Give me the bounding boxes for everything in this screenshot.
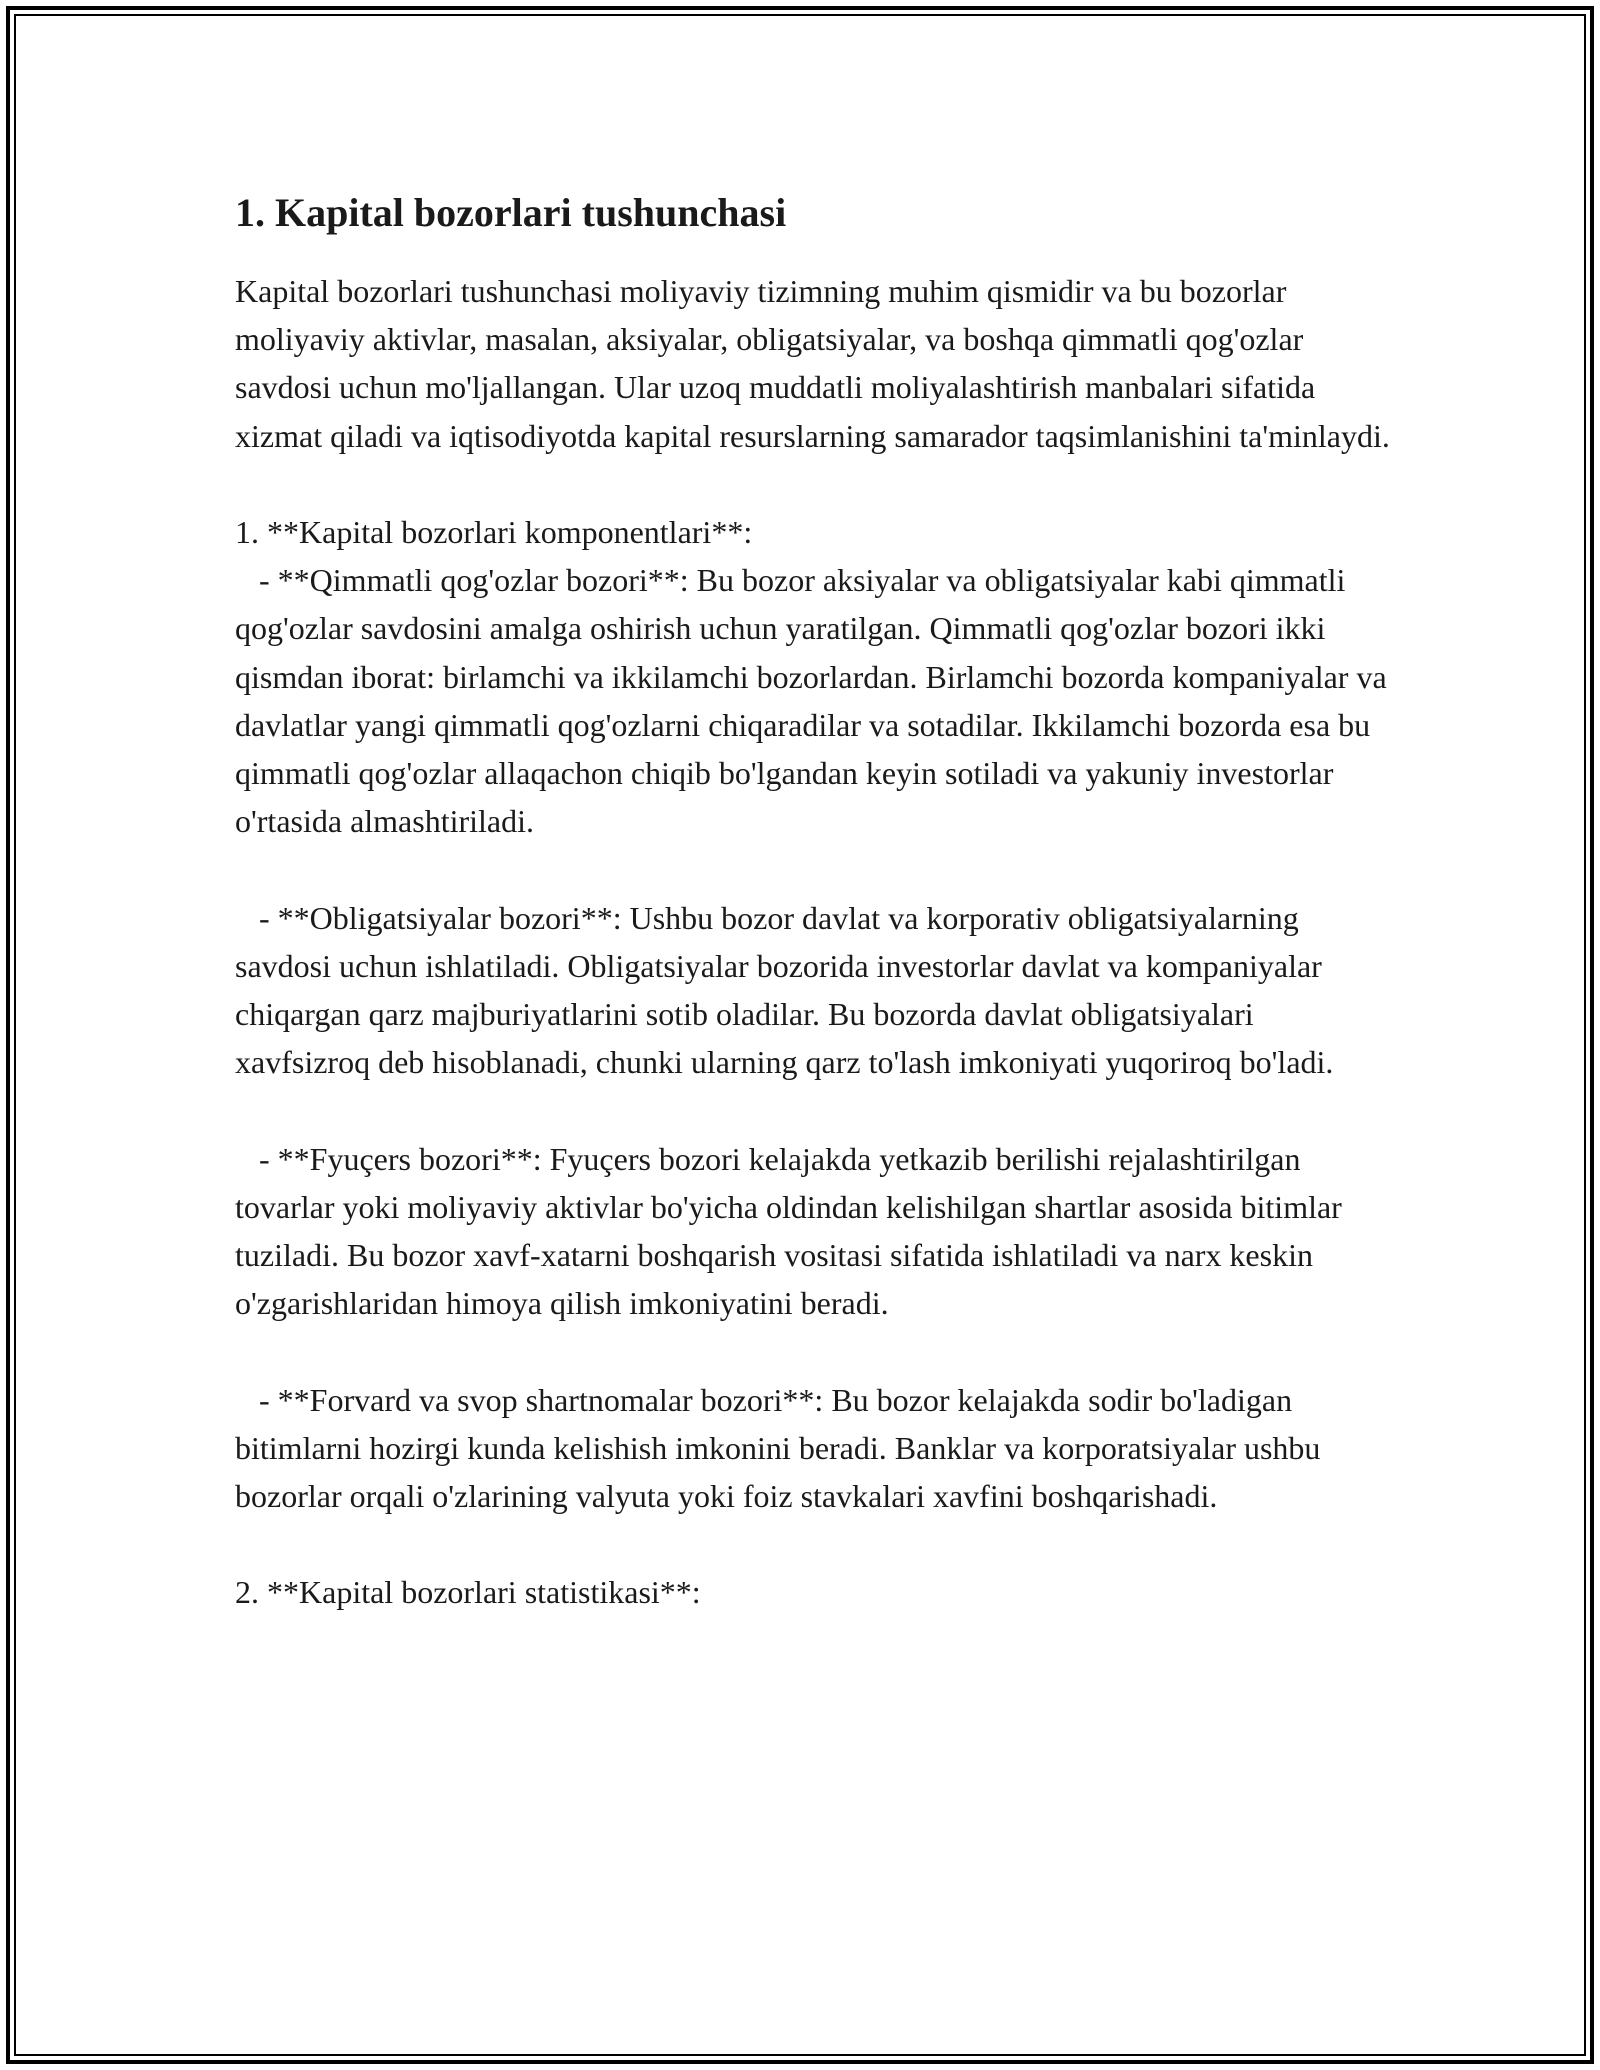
futures-market-paragraph: - **Fyuçers bozori**: Fyuçers bozori kelajakda yetkazib berilishi rejalashtirilgan tovarlar yoki moliyaviy aktivlar bo'yicha oldindan kelishilgan shartlar asosida bitimlar tuziladi. Bu bozor xavf-xatarni boshqarish vositasi sifatida ishlatiladi va narx keskin o'zgarishlaridan himoya qilish imkoniyatini beradi. (235, 1140, 1350, 1322)
intro-paragraph: Kapital bozorlari tushunchasi moliyaviy tizimning muhim qismidir va bu bozorlar moliyaviy aktivlar, masalan, aksiyalar, obligatsiyalar, va boshqa qimmatli qog'ozlar savdosi uchun mo'ljallangan. Ular uzoq muddatli moliyalashtirish manbalari sifatida xizmat qiladi va iqtisodiyotda kapital resurslarning samarador taqsimlanishini ta'minlaydi. (235, 273, 1390, 454)
document-body (235, 185, 1395, 1617)
components-paragraph: 1. **Kapital bozorlari komponentlari**: - **Qimmatli qog'ozlar bozori**: Bu bozor aksiyalar va obligatsiyalar kabi qimmatli qog'ozlar savdosini amalga oshirish uchun yaratilgan. Qimmatli qog'ozlar bozori ikki qismdan iborat: birlamchi va ikkilamchi bozorlardan. Birlamchi bozorda kompaniyalar va davlatlar yangi qimmatli qog'ozlarni chiqaradilar va sotadilar. Ikkilamchi bozorda esa bu qimmatli qog'ozlar allaqachon chiqib bo'lgandan keyin sotiladi va yakuniy investorlar o'rtasida almashtiriladi. (235, 514, 1387, 840)
bond-market-paragraph: - **Obligatsiyalar bozori**: Ushbu bozor davlat va korporativ obligatsiyalarning savdosi uchun ishlatiladi. Obligatsiyalar bozorida investorlar davlat va kompaniyalar chiqargan qarz majburiyatlarini sotib oladilar. Bu bozorda davlat obligatsiyalari xavfsizroq deb hisoblanadi, chunki ularning qarz to'lash imkoniyati yuqoriroq bo'ladi. (235, 899, 1334, 1081)
statistics-heading-paragraph: 2. **Kapital bozorlari statistikasi**: (235, 1574, 701, 1611)
section-heading: 1. Kapital bozorlari tushunchasi (235, 190, 787, 235)
forward-swap-paragraph: - **Forvard va svop shartnomalar bozori**: Bu bozor kelajakda sodir bo'ladigan bitimlarni hozirgi kunda kelishish imkonini beradi. Banklar va korporatsiyalar ushbu bozorlar orqali o'zlarining valyuta yoki foiz stavkalari xavfini boshqarishadi. (235, 1381, 1329, 1515)
